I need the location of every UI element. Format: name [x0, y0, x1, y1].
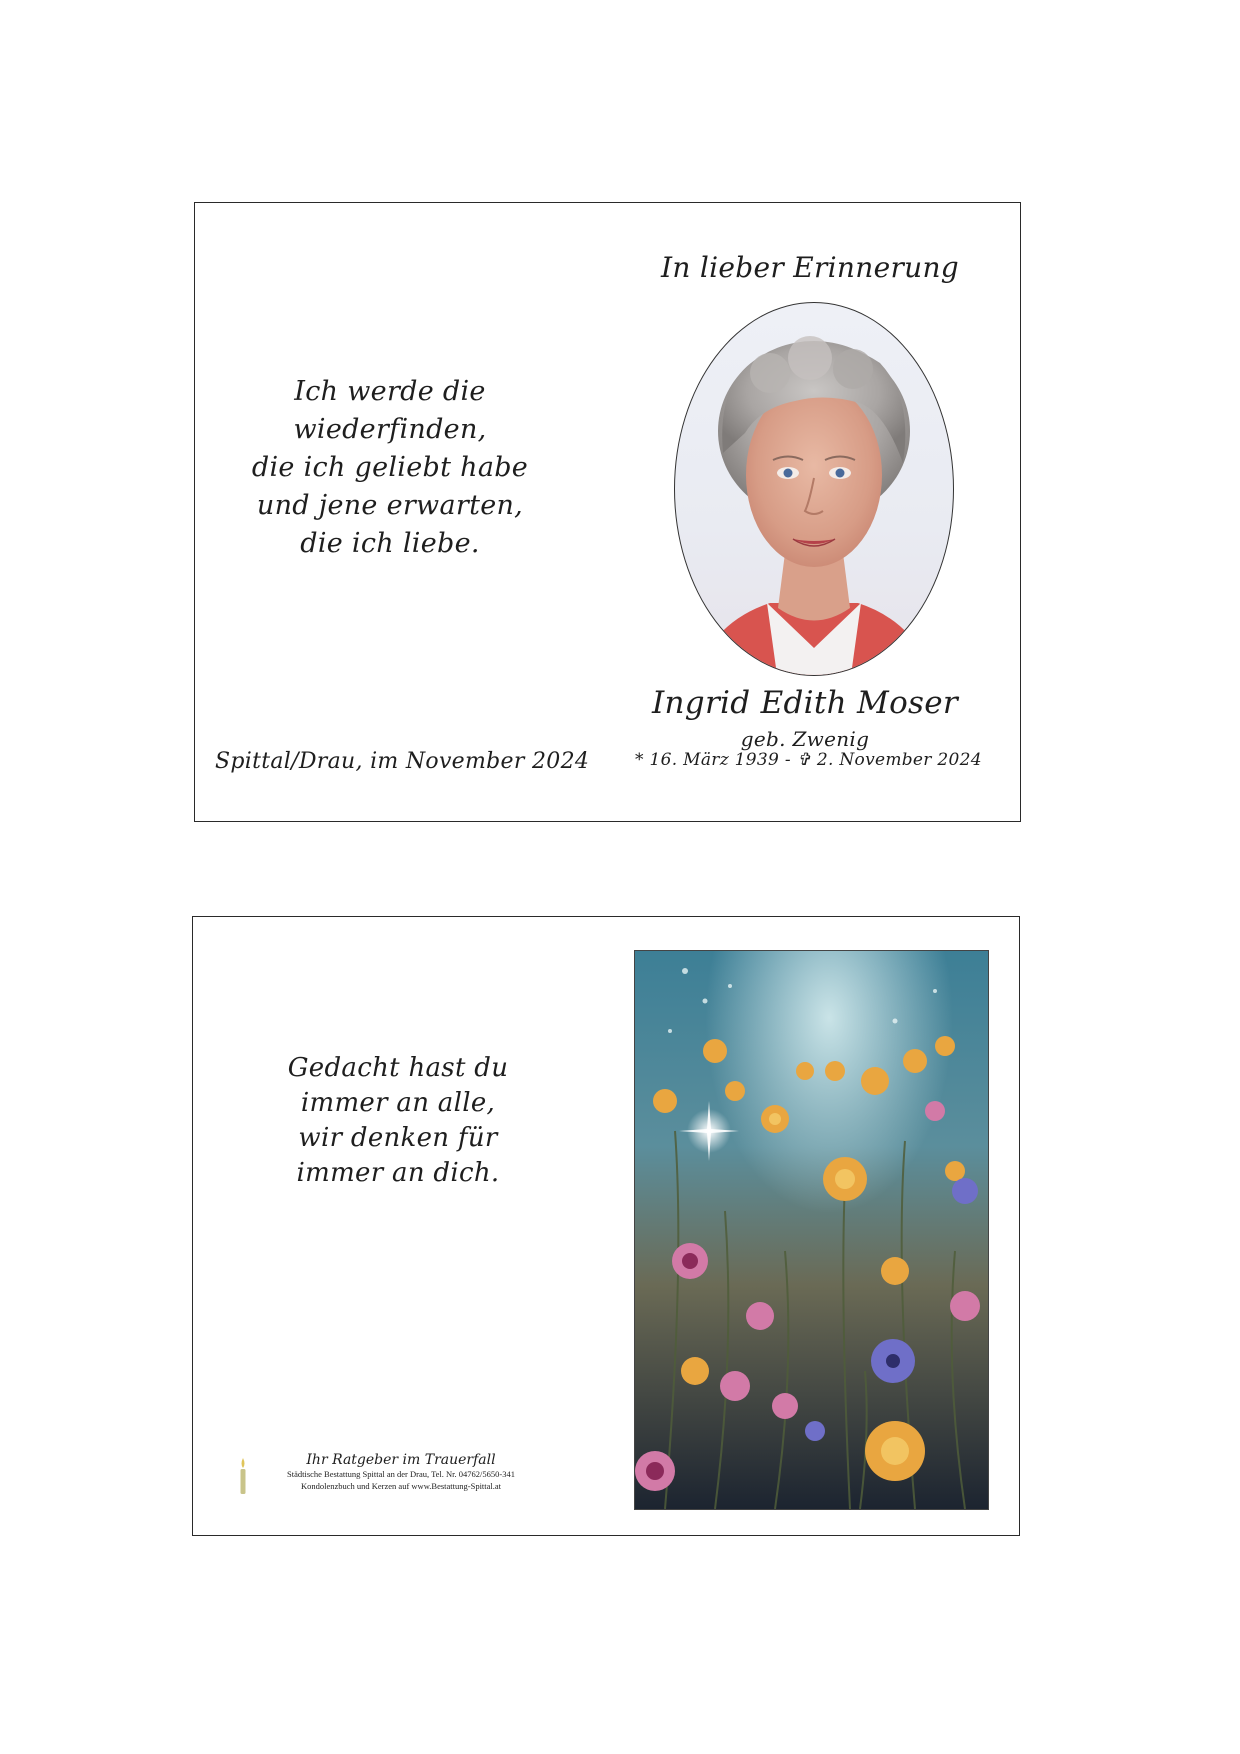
footer-contact: Städtische Bestattung Spittal an der Drau, Tel. Nr. 04762/5650-341	[286, 1469, 515, 1479]
poem-line: immer an dich.	[296, 1158, 500, 1188]
poem-line: die ich liebe.	[300, 528, 480, 559]
maiden-name: geb. Zwenig	[740, 727, 870, 751]
flower-meadow-photo	[634, 950, 989, 1510]
place-date: Spittal/Drau, im November 2024	[215, 749, 590, 774]
back-poem	[233, 1051, 563, 1191]
portrait-photo	[674, 302, 954, 676]
footer-slogan: Ihr Ratgeber im Trauerfall	[306, 1452, 496, 1468]
memorial-card-back	[192, 916, 1020, 1536]
footer-website: Kondolenzbuch und Kerzen auf www.Bestattung-Spittal.at	[300, 1481, 502, 1491]
memorial-card-front	[194, 202, 1021, 822]
deceased-name: Ingrid Edith Moser	[651, 685, 959, 721]
poem-line: Ich werde die	[294, 376, 486, 407]
funeral-home-footer	[236, 1452, 536, 1502]
footer-text	[256, 1452, 546, 1492]
portrait-illustration	[675, 303, 953, 675]
poem-line: und jene erwarten,	[256, 490, 524, 521]
poem-line: wiederfinden,	[293, 414, 487, 445]
flower-illustration	[635, 951, 988, 1509]
front-poem	[235, 373, 545, 563]
poem-line: Gedacht hast du	[287, 1053, 509, 1083]
poem-line: wir denken für	[298, 1123, 498, 1153]
life-dates: * 16. März 1939 - ✞ 2. November 2024	[635, 750, 982, 770]
poem-line: die ich geliebt habe	[251, 452, 529, 483]
poem-line: immer an alle,	[300, 1088, 496, 1118]
candle-icon	[236, 1456, 250, 1496]
card-header: In lieber Erinnerung	[660, 251, 960, 284]
